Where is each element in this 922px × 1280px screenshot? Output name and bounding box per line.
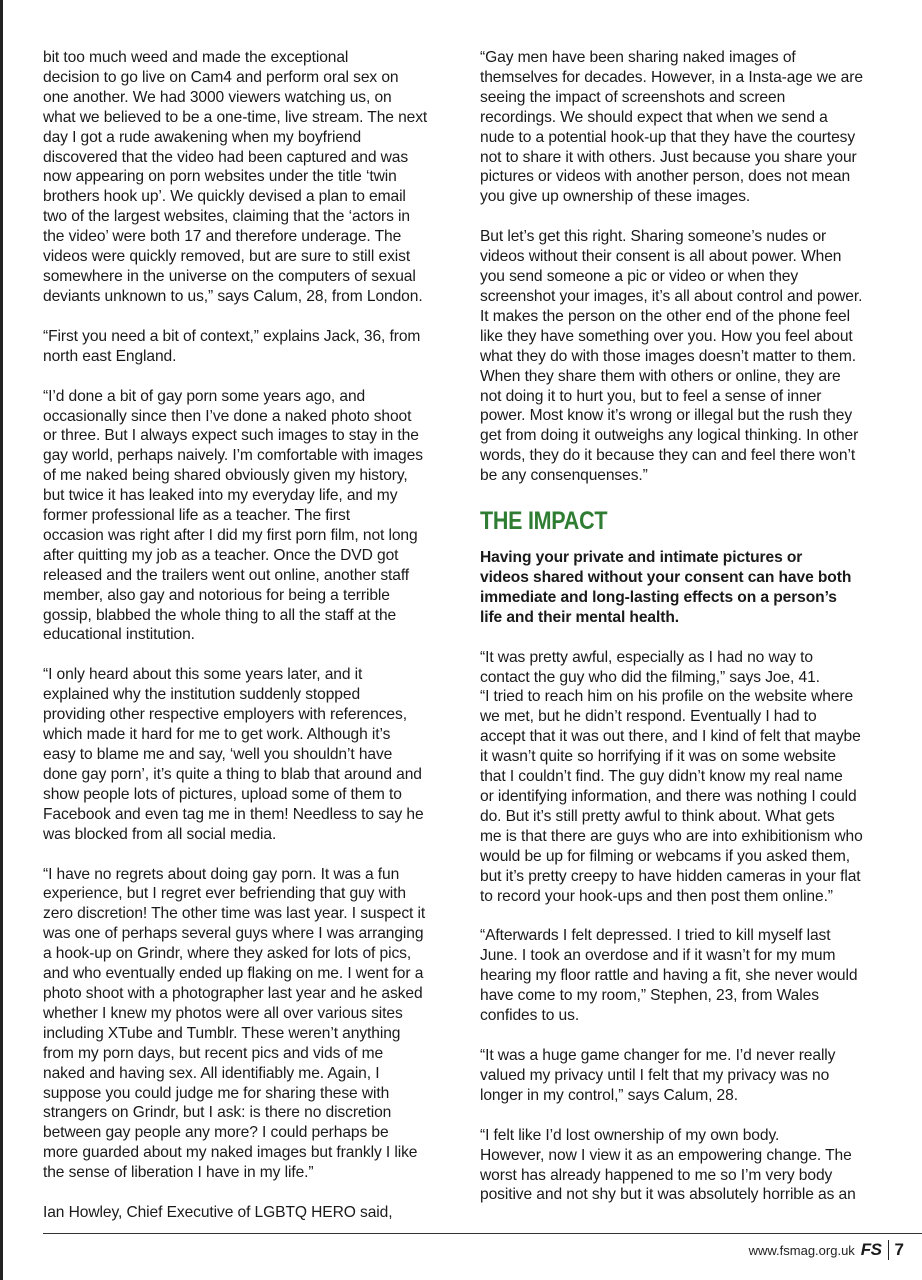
text-line: occasion was right after I did my first porn film, not long [43,526,418,544]
text-line: Facebook and even tag me in them! Needless to say he [43,805,424,823]
text-line: show people lots of pictures, upload some of them to [43,785,402,803]
text-line: that I couldn’t find. The guy didn’t know my real name [480,768,843,786]
right-column-top [480,48,894,486]
article-paragraph [43,865,457,1184]
text-line: somewhere in the universe on the computers of sexual [43,267,416,285]
right-column-bottom [480,648,894,1206]
text-line: and who eventually ended up flaking on me. I went for a [43,965,424,983]
text-line: gay world, perhaps naively. I’m comfortable with images [43,447,423,465]
text-line: pictures or videos with another person, does not mean [480,168,851,186]
article-paragraph [43,48,457,307]
text-line: what we believed to be a one-time, live stream. The next [43,108,428,126]
text-line: would be up for filming or webcams if you asked them, [480,847,850,865]
text-line: Ian Howley, Chief Executive of LGBTQ HERO said, [43,1204,393,1222]
page-number: 7 [894,1240,904,1259]
text-line: worst has already happened to me so I’m very body [480,1166,833,1184]
text-line: including XTube and Tumblr. These weren’t anything [43,1024,401,1042]
article-paragraph [480,1046,894,1106]
text-line: “Gay men have been sharing naked images of [480,49,796,66]
text-line: screenshot your images, it’s all about control and power. [480,287,863,305]
text-line: power. Most know it’s wrong or illegal but the rush they [480,407,853,425]
text-line: discovered that the video had been captured and was [43,148,409,166]
text-line: However, now I view it as an empowering change. The [480,1146,852,1164]
text-line: June. I took an overdose and if it wasn’t for my mum [480,947,836,965]
article-paragraph [43,1203,457,1223]
text-line: “I’d done a bit of gay porn some years ago, and [43,387,366,405]
text-line: or identifying information, and there was nothing I could [480,788,857,805]
text-line: after quitting my job as a teacher. Once the DVD got [43,546,399,564]
text-line: was blocked from all social media. [43,825,277,843]
text-line: “I only heard about this some years later, and it [43,666,363,684]
text-line: a hook-up on Grindr, where they asked for lots of pics, [43,945,412,963]
text-line: accept that it was out there, and I kind of felt that maybe [480,728,861,746]
page-left-border [0,0,3,1280]
text-line: more guarded about my naked images but frankly I like [43,1144,418,1162]
article-paragraph [43,665,457,844]
text-line: or three. But I always expect such images to stay in the [43,427,419,445]
text-line: done gay porn’, it’s quite a thing to blab that around and [43,765,422,783]
lead-paragraph [480,548,894,628]
text-line: longer in my control,” says Calum, 28. [480,1086,738,1104]
text-line: day I got a rude awakening when my boyfriend [43,128,362,146]
text-line: it wasn’t quite so horrifying if it was on some website [480,748,836,766]
lead-line: life and their mental health. [480,608,679,626]
text-line: get from doing it outweighs any logical thinking. In other [480,427,859,445]
text-line: occasionally since then I’ve done a naked photo shoot [43,407,412,425]
text-line: seeing the impact of screenshots and screen [480,88,786,106]
text-line: photo shoot with a photographer last year and he asked [43,984,423,1002]
text-line: experience, but I regret ever befriending that guy with [43,885,406,903]
text-line: member, also gay and notorious for being a terrible [43,586,390,604]
text-line: strangers on Grindr, but I ask: is there no discretion [43,1104,392,1122]
text-line: recordings. We should expect that when we send a [480,108,828,126]
text-line: what they do with those images doesn’t matter to them. [480,347,856,365]
text-line: which made it hard for me to get work. Although it’s [43,726,391,744]
text-line: not to share it with others. Just because you share your [480,148,857,166]
text-line: “It was pretty awful, especially as I had no way to [480,648,813,666]
left-column [43,48,457,1243]
text-line: gossip, blabbed the whole thing to all the staff at the [43,606,397,624]
text-line: you send someone a pic or video or when they [480,268,799,286]
text-line: but twice it has leaked into my everyday life, and my [43,487,398,505]
text-line: words, they do it because they can and feel there won’t [480,447,856,465]
text-line: have come to my room,” Stephen, 23, from Wales [480,987,819,1005]
text-line: be any consenquenses.” [480,467,648,485]
text-line: brothers hook up’. We quickly devised a plan to email [43,188,406,206]
text-line: do. But it’s still pretty awful to think about. What gets [480,807,835,825]
text-line: “It was a huge game changer for me. I’d never really [480,1046,836,1064]
article-paragraph [480,648,894,907]
text-line: naked and having sex. All identifiably me. Again, I [43,1064,380,1082]
text-line: explained why the institution suddenly stopped [43,686,361,704]
footer-separator [888,1240,889,1260]
fs-logo: FS [860,1240,882,1259]
article-paragraph [480,48,894,207]
text-line: like they have something over you. How you feel about [480,327,853,345]
text-line: providing other respective employers with references, [43,706,407,724]
right-column [480,48,894,1225]
text-line: me is that there are guys who are into exhibitionism who [480,827,863,845]
text-line: not doing it to hurt you, but to feel a sense of inner [480,387,822,405]
text-line: hearing my floor rattle and having a fit, she never would [480,967,858,985]
section-heading: THE IMPACT [480,507,608,536]
text-line: between gay people any more? I could perhaps be [43,1124,389,1142]
text-line: videos without their consent is all about power. When [480,248,842,266]
text-line: zero discretion! The other time was last year. I suspect it [43,905,426,923]
text-line: “I felt like I’d lost ownership of my own body. [480,1126,780,1144]
text-line: “First you need a bit of context,” explains Jack, 36, from [43,327,421,345]
text-line: two of the largest websites, claiming that the ‘actors in [43,208,410,226]
article-paragraph [43,387,457,646]
text-line: whether I knew my photos were all over various sites [43,1004,403,1022]
text-line: When they share them with others or online, they are [480,367,841,385]
text-line: former professional life as a teacher. The first [43,507,350,525]
text-line: contact the guy who did the filming,” says Joe, 41. [480,668,820,686]
text-line: “I have no regrets about doing gay porn. It was a fun [43,865,400,883]
article-paragraph [480,926,894,1026]
text-line: nude to a potential hook-up that they have the courtesy [480,128,856,146]
text-line: now appearing on porn websites under the title ‘twin [43,168,397,186]
text-line: confides to us. [480,1007,580,1025]
footer-url[interactable]: www.fsmag.org.uk [748,1242,855,1258]
text-line: to record your hook-ups and then post them online.” [480,887,833,905]
text-line: bit too much weed and made the exceptional [43,49,349,66]
text-line: was one of perhaps several guys where I was arranging [43,925,424,943]
article-paragraph [480,227,894,486]
lead-line: immediate and long-lasting effects on a person’s [480,588,837,606]
article-paragraph [43,327,457,367]
text-line: but it’s pretty creepy to have hidden cameras in your flat [480,867,861,885]
lead-line: Having your private and intimate pictures or [480,549,803,567]
text-line: one another. We had 3000 viewers watching us, on [43,88,392,106]
text-line: themselves for decades. However, in a Insta-age we are [480,68,863,86]
text-line: valued my privacy until I felt that my privacy was no [480,1066,830,1084]
article-paragraph [480,1126,894,1206]
text-line: It makes the person on the other end of the phone feel [480,307,850,325]
text-line: you give up ownership of these images. [480,188,751,206]
text-line: “I tried to reach him on his profile on the website where [480,688,854,706]
lead-line: videos shared without your consent can have both [480,568,852,586]
text-line: the sense of liberation I have in my life.” [43,1164,314,1182]
text-line: we met, but he didn’t respond. Eventually I had to [480,708,817,726]
text-line: positive and not shy but it was absolutely horrible as an [480,1186,856,1204]
page-footer [749,1238,904,1262]
text-line: videos were quickly removed, but are sure to still exist [43,248,411,266]
text-line: released and the trailers went out online, another staff [43,566,410,584]
text-line: of me naked being shared obviously given my history, [43,467,408,485]
text-line: suppose you could judge me for sharing these with [43,1084,390,1102]
text-line: easy to blame me and say, ‘well you shouldn’t have [43,746,393,763]
text-line: deviants unknown to us,” says Calum, 28, from London. [43,287,423,305]
text-line: educational institution. [43,626,195,644]
text-line: But let’s get this right. Sharing someone’s nudes or [480,228,827,246]
text-line: the video’ were both 17 and therefore underage. The [43,228,402,246]
text-line: north east England. [43,347,177,365]
text-line: decision to go live on Cam4 and perform oral sex on [43,68,399,86]
text-line: from my porn days, but recent pics and vids of me [43,1044,384,1062]
text-line: “Afterwards I felt depressed. I tried to kill myself last [480,927,831,945]
footer-rule [43,1233,922,1234]
